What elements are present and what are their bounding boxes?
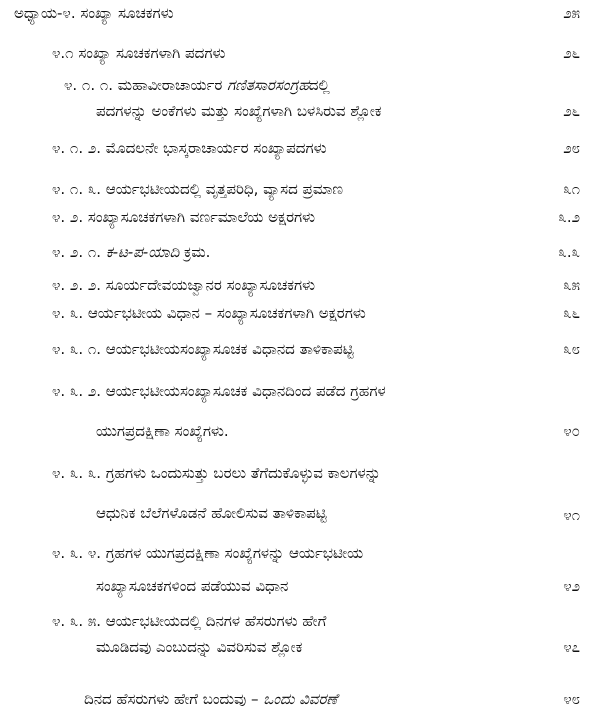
toc-entry-text: ೪. ೧. ೧. ಮಹಾವೀರಾಚಾರ್ಯರ <box>64 76 228 94</box>
toc-page-number: ೪೨ <box>563 577 580 595</box>
toc-page-number: ೩೧ <box>563 180 580 198</box>
toc-page-number: ೩೬ <box>563 304 580 322</box>
toc-entry-4-3-4-cont <box>96 577 288 595</box>
toc-page-number: ೨೫ <box>563 4 580 22</box>
toc-entry-text: ೪. ೩. ೪. ಗ್ರಹಗಳ ಯುಗಪ್ರದಕ್ಷಿಣಾ ಸಂಖ್ಯೆಗಳನ್ನು ಆರ್ಯಭಟೀಯ <box>52 544 364 562</box>
toc-entry-italic-title: ಗಣಿತಸಾರಸಂಗ್ರಹ <box>227 76 309 94</box>
toc-page-number: ೨೬ <box>563 102 580 120</box>
toc-page-number: ೨೬ <box>563 44 580 62</box>
toc-entry-italic-title: ಕ-ಟ-ಪ-ಯಾದಿ <box>105 243 180 261</box>
toc-entry-text: ೪. ೨. ೧. <box>52 243 106 261</box>
toc-entry-4-3-3-cont <box>96 504 327 522</box>
toc-entry-text: ೪.೧ ಸಂಖ್ಯಾ ಸೂಚಕಗಳಾಗಿ ಪದಗಳು <box>52 44 226 62</box>
toc-entry-4-1 <box>52 44 225 62</box>
toc-entry-text: ೪. ೧. ೩. ಆರ್ಯಭಟೀಯದಲ್ಲಿ ವೃತ್ತಪರಿಧಿ, ವ್ಯಾಸದ ಪ್ರಮಾಣ <box>52 180 344 198</box>
toc-entry-text: ದಿನದ ಹೆಸರುಗಳು ಹೇಗೆ ಬಂದುವು – <box>84 690 264 708</box>
toc-entry-4-1-2 <box>52 139 327 157</box>
toc-entry-4-1-3 <box>52 180 343 198</box>
toc-page-number: ೪೧ <box>563 506 580 524</box>
toc-entry-text: ಕ್ರಮ. <box>179 243 211 261</box>
toc-entry-4-3-5 <box>52 612 326 630</box>
toc-entry-text: ದಲ್ಲಿ <box>308 76 330 94</box>
toc-entry-day-names <box>84 690 337 708</box>
toc-page-number: ೪೭ <box>563 638 580 656</box>
toc-page-number: ೩೫ <box>563 276 580 294</box>
toc-entry-text: ಮೂಡಿದವು ಎಂಬುದನ್ನು ವಿವರಿಸುವ ಶ್ಲೋಕ <box>96 638 303 656</box>
toc-entry-text: ೪. ೩. ೨. ಆರ್ಯಭಟೀಯಸಂಖ್ಯಾಸೂಚಕ ವಿಧಾನದಿಂದ ಪಡೆದ ಗ್ರಹಗಳ <box>52 382 386 400</box>
toc-entry-text: ೪. ೩. ೩. ಗ್ರಹಗಳು ಒಂದುಸುತ್ತು ಬರಲು ತೆಗೆದುಕೊಳ್ಳುವ ಕಾಲಗಳನ್ನು <box>52 464 381 482</box>
toc-entry-text: ೪. ೩. ಆರ್ಯಭಟೀಯ ವಿಧಾನ – ಸಂಖ್ಯಾಸೂಚಕಗಳಾಗಿ ಅಕ್ಷರಗಳು <box>52 304 366 322</box>
toc-page-number: ೪೦ <box>563 422 580 440</box>
toc-entry-italic-title: ಒಂದು ವಿವರಣೆ <box>263 690 338 708</box>
toc-page-number: ೩.೨ <box>558 208 580 226</box>
toc-entry-chapter-4 <box>14 4 174 22</box>
toc-entry-4-1-1-cont <box>96 102 382 120</box>
toc-entry-4-3-3 <box>52 464 381 482</box>
toc-entry-text: ೪. ೨. ೨. ಸೂರ್ಯದೇವಯಜ್ವಾನರ ಸಂಖ್ಯಾಸೂಚಕಗಳು <box>52 276 316 294</box>
toc-page-number: ೩೮ <box>563 340 580 358</box>
toc-entry-4-3-2-cont <box>96 422 229 440</box>
toc-page-number: ೩.೩ <box>558 243 580 261</box>
toc-page-number: ೪೮ <box>563 690 580 708</box>
toc-entry-text: ಸಂಖ್ಯಾಸೂಚಕಗಳಿಂದ ಪಡೆಯುವ ವಿಧಾನ <box>96 577 289 595</box>
toc-entry-4-3 <box>52 304 366 322</box>
toc-entry-text: ಪದಗಳನ್ನು ಅಂಕೆಗಳು ಮತ್ತು ಸಂಖ್ಯೆಗಳಾಗಿ ಬಳಸಿರುವ ಶ್ಲೋಕ <box>96 102 382 120</box>
toc-entry-4-3-1 <box>52 340 354 358</box>
toc-entry-text: ೪. ೨. ಸಂಖ್ಯಾಸೂಚಕಗಳಾಗಿ ವರ್ಣಮಾಲೆಯ ಅಕ್ಷರಗಳು <box>52 208 316 226</box>
toc-entry-4-3-2 <box>52 382 386 400</box>
toc-entry-4-3-5-cont <box>96 638 302 656</box>
toc-entry-4-2-1 <box>52 243 210 261</box>
toc-entry-4-3-4 <box>52 544 363 562</box>
toc-entry-text: ೪. ೧. ೨. ಮೊದಲನೇ ಭಾಸ್ಕರಾಚಾರ್ಯರ ಸಂಖ್ಯಾಪದಗಳು <box>52 139 327 157</box>
toc-entry-text: ೪. ೩. ೧. ಆರ್ಯಭಟೀಯಸಂಖ್ಯಾಸೂಚಕ ವಿಧಾನದ ತಾಳಿಕಾಪಟ್ಟಿ <box>52 340 354 358</box>
toc-entry-text: ಆಧುನಿಕ ಬೆಲೆಗಳೊಡನೆ ಹೋಲಿಸುವ ತಾಳಿಕಾಪಟ್ಟಿ <box>96 504 327 522</box>
toc-page-number: ೨೮ <box>563 139 580 157</box>
toc-entry-4-2-2 <box>52 276 315 294</box>
toc-entry-4-1-1 <box>64 76 330 94</box>
toc-entry-text: ಅಧ್ಯಾಯ-೪. ಸಂಖ್ಯಾ ಸೂಚಕಗಳು <box>14 4 174 22</box>
toc-entry-text: ೪. ೩. ೫. ಆರ್ಯಭಟೀಯದಲ್ಲಿ ದಿನಗಳ ಹೆಸರುಗಳು ಹೇಗೆ <box>52 612 327 630</box>
toc-entry-text: ಯುಗಪ್ರದಕ್ಷಿಣಾ ಸಂಖ್ಯೆಗಳು. <box>96 422 229 440</box>
toc-entry-4-2 <box>52 208 315 226</box>
